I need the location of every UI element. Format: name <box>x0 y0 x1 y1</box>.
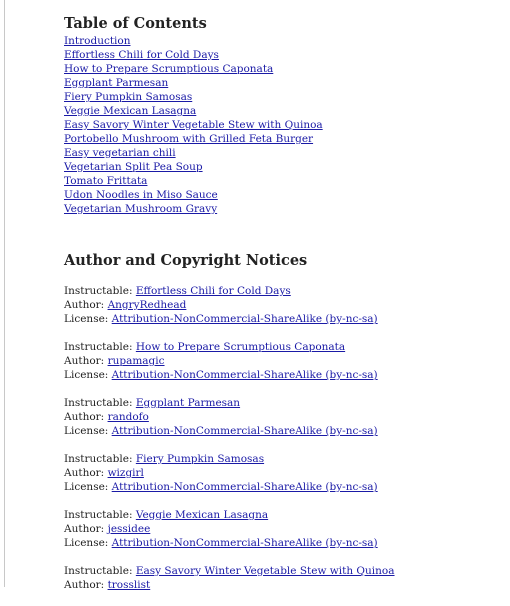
license-label: License: <box>64 537 109 549</box>
toc-link-introduction[interactable]: Introduction <box>64 35 131 47</box>
toc-item <box>64 146 504 160</box>
document-content <box>64 14 504 591</box>
license-label: License: <box>64 369 109 381</box>
author-link[interactable]: randofo <box>107 411 149 423</box>
notice-author-line <box>64 522 504 536</box>
notice-license-line <box>64 368 504 382</box>
instructable-label: Instructable: <box>64 453 133 465</box>
toc-item <box>64 104 504 118</box>
toc-link-tomato-frittata[interactable]: Tomato Frittata <box>64 175 148 187</box>
toc-item <box>64 132 504 146</box>
toc-link-eggplant-parmesan[interactable]: Eggplant Parmesan <box>64 77 169 89</box>
notice-instructable-line <box>64 452 504 466</box>
instructable-label: Instructable: <box>64 397 133 409</box>
toc-link-portobello-burger[interactable]: Portobello Mushroom with Grilled Feta Burger <box>64 133 314 145</box>
toc-item <box>64 62 504 76</box>
instructable-label: Instructable: <box>64 341 133 353</box>
toc-item <box>64 48 504 62</box>
toc-item <box>64 188 504 202</box>
notice-entry <box>64 396 504 438</box>
toc-item <box>64 34 504 48</box>
license-link[interactable]: Attribution-NonCommercial-ShareAlike (by-nc-sa) <box>111 481 378 493</box>
instructable-label: Instructable: <box>64 285 133 297</box>
toc-link-pumpkin-samosas[interactable]: Fiery Pumpkin Samosas <box>64 91 193 103</box>
notice-author-line <box>64 578 504 592</box>
instructable-label: Instructable: <box>64 565 133 577</box>
author-label: Author: <box>64 523 105 535</box>
author-label: Author: <box>64 467 105 479</box>
toc-item <box>64 202 504 216</box>
notice-entry <box>64 284 504 326</box>
toc-link-vegetarian-chili[interactable]: Easy vegetarian chili <box>64 147 176 159</box>
toc-item <box>64 174 504 188</box>
instructable-label: Instructable: <box>64 509 133 521</box>
license-label: License: <box>64 481 109 493</box>
license-link[interactable]: Attribution-NonCommercial-ShareAlike (by-nc-sa) <box>111 369 378 381</box>
toc-item <box>64 160 504 174</box>
author-link[interactable]: jessidee <box>107 523 151 535</box>
instructable-link[interactable]: How to Prepare Scrumptious Caponata <box>135 341 346 353</box>
notice-author-line <box>64 298 504 312</box>
toc-link-udon-noodles[interactable]: Udon Noodles in Miso Sauce <box>64 189 218 201</box>
notice-instructable-line <box>64 564 504 578</box>
notice-author-line <box>64 410 504 424</box>
notices-title: Author and Copyright Notices <box>64 252 308 269</box>
license-label: License: <box>64 313 109 325</box>
author-link[interactable]: trosslist <box>107 579 151 591</box>
notice-entry <box>64 564 504 592</box>
license-label: License: <box>64 425 109 437</box>
notice-author-line <box>64 466 504 480</box>
toc-item <box>64 118 504 132</box>
author-link[interactable]: rupamagic <box>107 355 165 367</box>
notices-list <box>64 284 504 606</box>
notice-author-line <box>64 354 504 368</box>
toc-title: Table of Contents <box>64 15 207 32</box>
instructable-link[interactable]: Veggie Mexican Lasagna <box>135 509 269 521</box>
toc-link-mushroom-gravy[interactable]: Vegetarian Mushroom Gravy <box>64 203 218 215</box>
notice-instructable-line <box>64 508 504 522</box>
instructable-link[interactable]: Fiery Pumpkin Samosas <box>135 453 265 465</box>
notice-license-line <box>64 536 504 550</box>
toc-link-caponata[interactable]: How to Prepare Scrumptious Caponata <box>64 63 274 75</box>
author-link[interactable]: wizgirl <box>107 467 144 479</box>
author-link[interactable]: AngryRedhead <box>107 299 187 311</box>
notice-license-line <box>64 424 504 438</box>
notice-entry <box>64 452 504 494</box>
author-label: Author: <box>64 299 105 311</box>
toc-list <box>64 34 504 216</box>
notice-license-line <box>64 480 504 494</box>
notice-instructable-line <box>64 396 504 410</box>
notice-entry <box>64 508 504 550</box>
author-label: Author: <box>64 411 105 423</box>
instructable-link[interactable]: Effortless Chili for Cold Days <box>135 285 291 297</box>
notice-license-line <box>64 312 504 326</box>
license-link[interactable]: Attribution-NonCommercial-ShareAlike (by-nc-sa) <box>111 537 378 549</box>
license-link[interactable]: Attribution-NonCommercial-ShareAlike (by-nc-sa) <box>111 313 378 325</box>
author-label: Author: <box>64 579 105 591</box>
toc-link-effortless-chili[interactable]: Effortless Chili for Cold Days <box>64 49 219 61</box>
author-label: Author: <box>64 355 105 367</box>
toc-link-winter-vegetable-stew[interactable]: Easy Savory Winter Vegetable Stew with Quinoa <box>64 119 323 131</box>
notice-instructable-line <box>64 340 504 354</box>
toc-item <box>64 90 504 104</box>
toc-link-split-pea-soup[interactable]: Vegetarian Split Pea Soup <box>64 161 203 173</box>
notice-entry <box>64 340 504 382</box>
notice-instructable-line <box>64 284 504 298</box>
license-link[interactable]: Attribution-NonCommercial-ShareAlike (by-nc-sa) <box>111 425 378 437</box>
page-left-border <box>4 0 5 587</box>
toc-item <box>64 76 504 90</box>
instructable-link[interactable]: Eggplant Parmesan <box>135 397 241 409</box>
toc-link-mexican-lasagna[interactable]: Veggie Mexican Lasagna <box>64 105 197 117</box>
instructable-link[interactable]: Easy Savory Winter Vegetable Stew with Quinoa <box>135 565 395 577</box>
